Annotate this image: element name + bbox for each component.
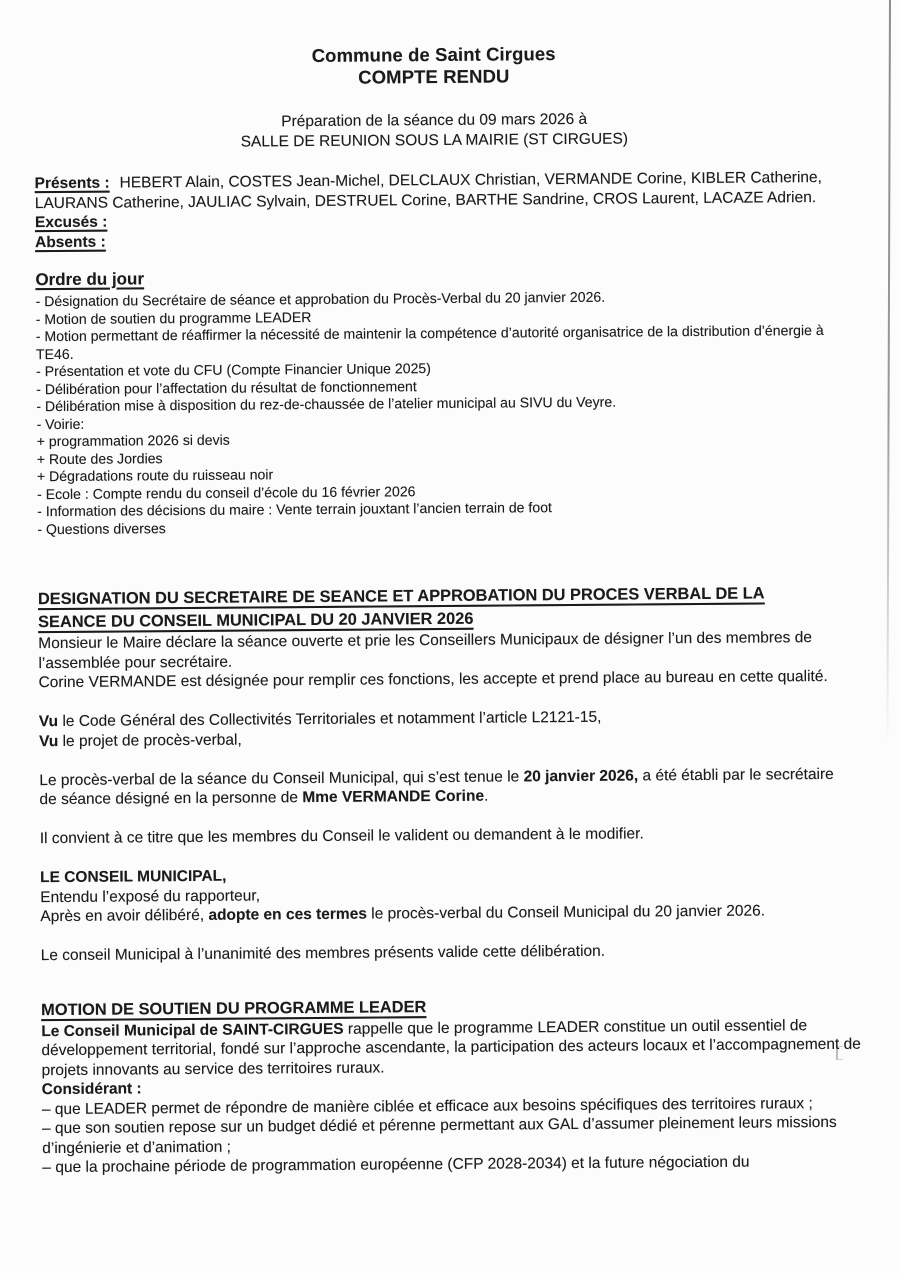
text-segment: Le procès-verbal de la séance du Conseil Municipal, qui s’est tenue le <box>39 767 524 789</box>
paragraph <box>39 764 839 809</box>
commune-title: Commune de Saint Cirgues <box>311 43 556 66</box>
document-title-block <box>34 41 834 91</box>
text-segment: a été établi par le secrétaire de séance désigné en la personne de <box>39 765 834 809</box>
paragraph: Le conseil Municipal à l’unanimité des membres présents valide cette délibération. <box>40 942 606 965</box>
text-segment: le projet de procès-verbal, <box>58 731 242 750</box>
section-motion-leader <box>41 992 861 1177</box>
text-segment: Après en avoir délibéré, <box>40 906 209 926</box>
agenda-item: - Information des décisions du maire : Vente terrain jouxtant l’ancien terrain de foot <box>37 499 552 520</box>
report-title: COMPTE RENDU <box>358 65 510 88</box>
agenda-item: - Délibération pour l’affectation du résultat de fonctionnement <box>36 377 417 397</box>
paragraph: LE CONSEIL MUNICIPAL, <box>40 867 227 887</box>
section-heading: MOTION DE SOUTIEN DU PROGRAMME LEADER <box>41 997 427 1019</box>
excused-label: Excusés : <box>34 213 108 232</box>
agenda-title: Ordre du jour <box>35 269 145 290</box>
agenda-item: - Ecole : Compte rendu du conseil d’école du 16 février 2026 <box>37 482 416 502</box>
paragraph <box>41 1015 885 1080</box>
paragraph: – que son soutien repose sur un budget dédié et pérenne permettant aux GAL d’assumer pleinement leurs missions d’ingénierie et d’animation ; <box>42 1113 837 1157</box>
text-segment: Le Conseil Municipal de SAINT-CIRGUES <box>41 1020 344 1040</box>
paragraph: Il convient à ce titre que les membres du Conseil le valident ou demandent à le modifier. <box>39 825 644 848</box>
text-segment: Vu <box>38 713 59 731</box>
section-heading: DESIGNATION DU SECRETAIRE DE SEANCE ET APPROBATION DU PROCES VERBAL DE LA SEANCE DU CONSEIL MUNICIPAL DU 20 JANVIER 2026 <box>37 584 765 632</box>
text-segment: Mme VERMANDE Corine <box>302 787 485 807</box>
text-segment: rappelle que le programme LEADER constitue un outil essentiel de développement territorial, fondé sur l’approche ascendante, la participation des acteurs locaux et l’accompagnement de projets innovants au service des territoires ruraux. <box>41 1016 861 1079</box>
paragraph: Entendu l’exposé du rapporteur, <box>40 886 261 906</box>
agenda-item: - Désignation du Secrétaire de séance et approbation du Procès-Verbal du 20 janvier 2026. <box>35 288 606 310</box>
paragraph: – que la prochaine période de programmation européenne (CFP 2028-2034) et la future négociation du <box>42 1153 750 1177</box>
agenda-item: + Dégradations route du ruisseau noir <box>36 466 274 485</box>
agenda-item: - Présentation et vote du CFU (Compte Financier Unique 2025) <box>36 360 431 380</box>
meeting-location-line: SALLE DE REUNION SOUS LA MAIRIE (ST CIRGUES) <box>240 130 629 151</box>
agenda-item: - Motion de soutien du programme LEADER <box>35 308 312 327</box>
text-segment: adopte en ces termes <box>208 905 367 924</box>
agenda-item: + programmation 2026 si devis <box>36 431 230 450</box>
paragraph: Corine VERMANDE est désignée pour remplir ces fonctions, les accepte et prend place au bureau en cette qualité. <box>38 667 828 692</box>
agenda-item: - Délibération mise à disposition du rez-de-chaussée de l’atelier municipal au SIVU du Veyre. <box>36 393 617 415</box>
text-segment: Vu <box>38 732 59 750</box>
agenda-item: + Route des Jordies <box>36 449 163 467</box>
absents-label: Absents : <box>35 233 106 251</box>
meeting-info-block <box>34 108 834 153</box>
paragraph: Considérant : <box>41 1080 142 1099</box>
scan-edge-line <box>886 0 891 745</box>
agenda-item: - Questions diverses <box>37 519 166 537</box>
document-content <box>34 41 861 1178</box>
presents-label: Présents : <box>34 174 110 193</box>
attendance-block <box>35 168 836 252</box>
agenda-item: - Voirie: <box>36 415 85 432</box>
agenda-list <box>36 287 853 538</box>
agenda-item: - Motion permettant de réaffirmer la nécessité de maintenir la compétence d’autorité organisatrice de la distribution d’énergie à TE46. <box>35 321 824 362</box>
text-segment: le procès-verbal du Conseil Municipal du 20 janvier 2026. <box>366 902 766 923</box>
section-designation-secretaire <box>38 582 847 966</box>
text-segment: le Code Général des Collectivités Territoriales et notamment l’article L2121-15, <box>58 708 602 731</box>
paragraph: – que LEADER permet de répondre de manière ciblée et efficace aux besoins spécifiques des territoires ruraux ; <box>41 1094 813 1118</box>
text-segment: . <box>483 787 489 805</box>
meeting-date-line: Préparation de la séance du 09 mars 2026 à <box>281 110 588 131</box>
paragraph: Monsieur le Maire déclare la séance ouverte et prie les Conseillers Municipaux de désigner l’un des membres de l’assemblée pour secrétaire. <box>38 629 812 672</box>
presents-line <box>35 168 835 213</box>
presents-names: HEBERT Alain, COSTES Jean-Michel, DELCLAUX Christian, VERMANDE Corine, KIBLER Catherine, LAURANS Catherine, JAULIAC Sylvain, DESTRUEL Corine, BARTHE Sandrine, CROS Laurent, LACAZE Adrien. <box>34 168 823 212</box>
text-segment: 20 janvier 2026, <box>523 766 639 785</box>
